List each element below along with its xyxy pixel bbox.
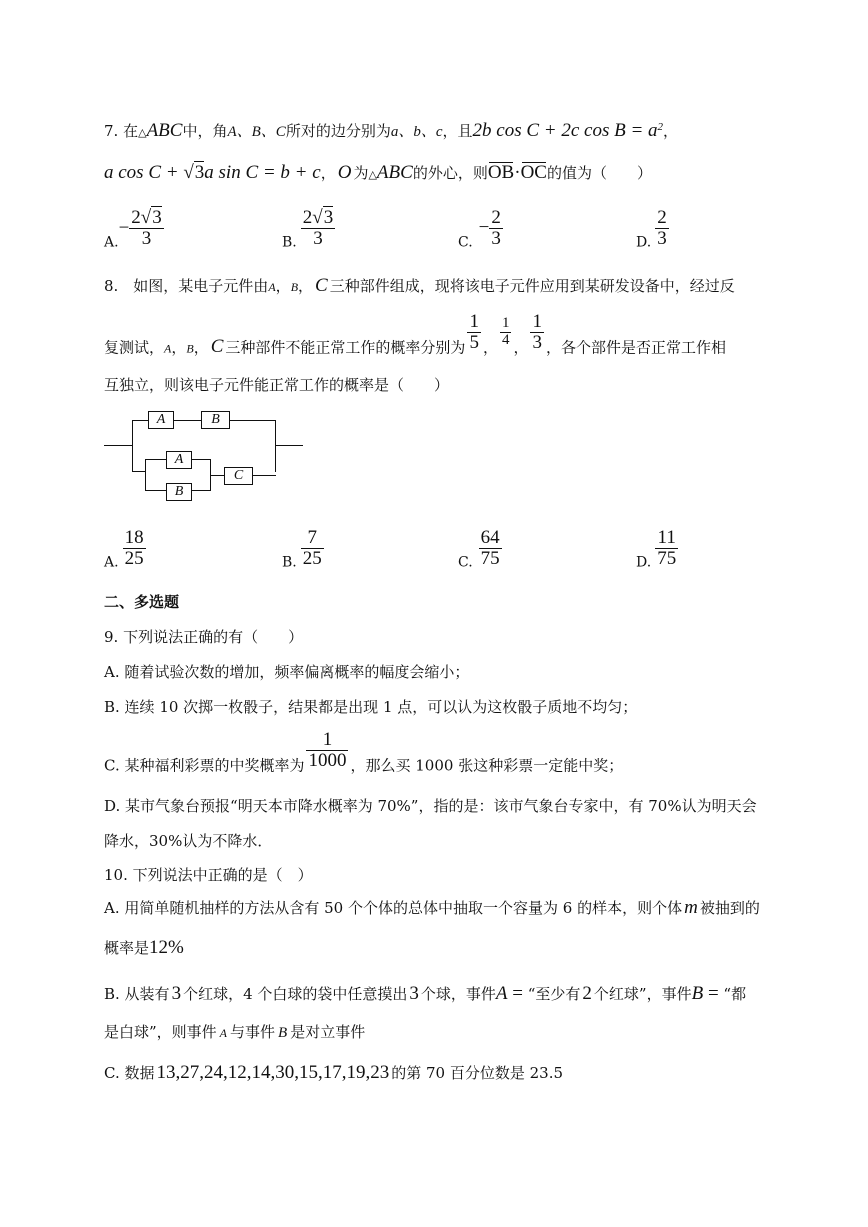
q8-option-a: A. $\frac{18}{25}$ xyxy=(104,527,144,571)
circuit-box-b-bottom: B xyxy=(166,483,192,501)
circuit-box-c: C xyxy=(224,467,253,485)
section-heading: 二、多选题 xyxy=(104,593,180,611)
q8-line2: 复测试，$_A$，$_B$， C 三种部件不能正常工作的概率分别为 $\frac{1}{5}$ ， $\frac{1}{4}$ ， $\frac{1}{3}$ ，各个部件是否正常工作相 xyxy=(104,311,726,358)
q7-option-d: D. $\frac{2}{3}$ xyxy=(636,207,667,251)
circuit-box-a-bottom: A xyxy=(166,451,192,469)
q10-stem: 10. 下列说法中正确的是（ ） xyxy=(104,866,313,884)
q9-option-d-line1: D. 某市气象台预报“明天本市降水概率为 70%”，指的是：该市气象台专家中，有 70%认为明天会 xyxy=(104,797,757,815)
q10-option-b-line1: B. 从装有 3 个红球，4 个白球的袋中任意摸出 3 个球，事件A = “至少有 2 个红球”，事件B = “都 xyxy=(104,983,747,1004)
q7-line1: 7. 在△ABC中，角A、B、C所对的边分别为a、b、c，且2b cos C + 2c $\cos B = a^2$， xyxy=(104,120,679,141)
vector-ob: OB xyxy=(487,162,515,183)
q7-option-b: B. $\frac{2√3}{3}$ xyxy=(282,207,334,251)
q7-line2: a cos C + √3a sin C = b + c， O 为△ABC的外心，则OB·OC的值为（ ） xyxy=(104,162,652,183)
q10-option-a-line1: A. 用简单随机抽样的方法从含有 50 个个体的总体中抽取一个容量为 6 的样本，则个体 m 被抽到的 xyxy=(104,897,760,918)
q9-option-a: A. 随着试验次数的增加，频率偏离概率的幅度会缩小； xyxy=(104,663,470,681)
q8-line3: 互独立，则该电子元件能正常工作的概率是（ ） xyxy=(104,376,450,394)
q8-option-c: C. $\frac{64}{75}$ xyxy=(458,527,500,571)
q8-option-b: B. $\frac{7}{25}$ xyxy=(282,527,322,571)
circuit-box-a-top: A xyxy=(148,411,174,429)
q8-line1: 8. 如图，某电子元件由A，B， C 三种部件组成，现将该电子元件应用到某研发设备中，经过反 xyxy=(104,275,735,296)
q9-option-b: B. 连续 10 次掷一枚骰子，结果都是出现 1 点，可以认为这枚骰子质地不均匀； xyxy=(104,698,638,716)
q8-option-d: D. $\frac{11}{75}$ xyxy=(636,527,677,571)
circuit-box-b-top: B xyxy=(201,411,230,429)
q7-option-c: C.− $\frac{2}{3}$ xyxy=(458,207,501,251)
q9-stem: 9. 下列说法正确的有（ ） xyxy=(104,628,304,646)
q10-option-c: C. 数据 13,27,24,12,14,30,15,17,19,23 的第 70 百分位数是 23.5 xyxy=(104,1062,564,1083)
vector-oc: OC xyxy=(520,162,547,183)
q9-option-d-line2: 降水，30%认为不降水． xyxy=(104,832,273,850)
q9-option-c: C. 某种福利彩票的中奖概率为 $\frac{1}{1000}$ ，那么买 1000 张这种彩票一定能中奖； xyxy=(104,729,624,775)
q10-option-b-line2: 是白球”，则事件 A 与事件 B 是对立事件 xyxy=(104,1023,366,1041)
q10-option-a-line2: 概率是12% xyxy=(104,937,184,958)
q7-option-a: A.− $\frac{2√3}{3}$ xyxy=(104,207,162,251)
